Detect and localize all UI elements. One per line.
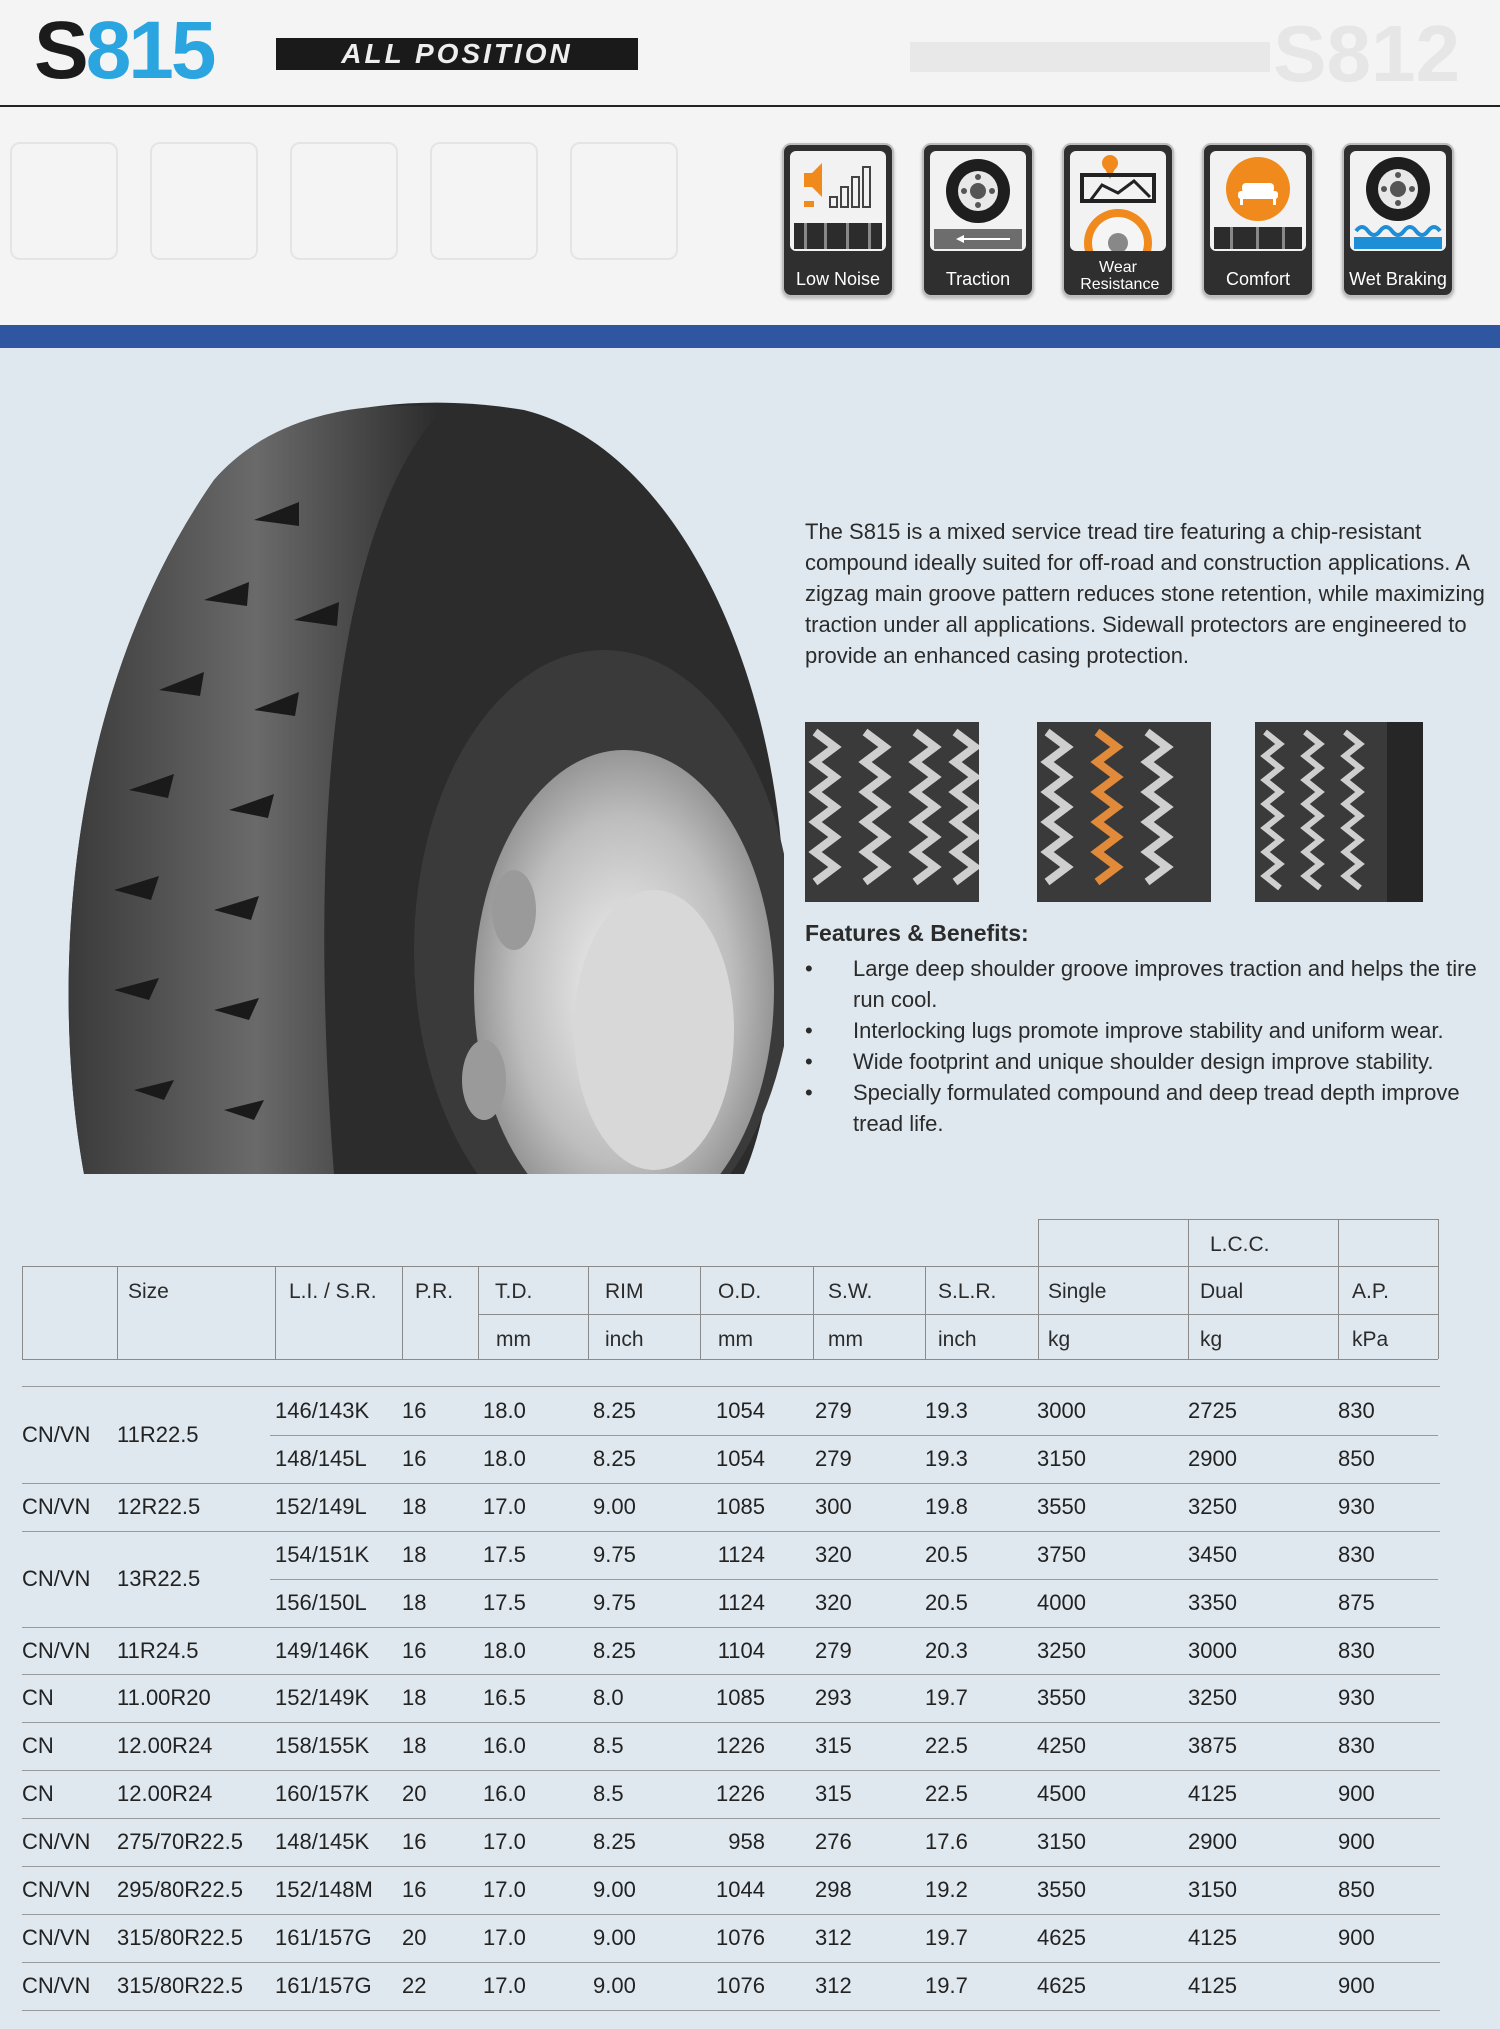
table-cell: 9.00 [593,1924,636,1950]
table-rule [700,1266,701,1359]
origin-cell: CN/VN [22,1565,91,1591]
blue-divider [0,325,1500,348]
table-cell: 1124 [717,1541,765,1567]
table-cell: 3250 [1037,1637,1086,1663]
table-cell: 900 [1338,1924,1375,1950]
table-cell: 279 [815,1445,852,1471]
table-cell: 18 [402,1589,427,1615]
column-unit: inch [605,1328,644,1351]
table-cell: 19.2 [925,1877,968,1902]
table-cell: 930 [1338,1493,1375,1519]
table-cell: 3350 [1188,1589,1237,1615]
size-cell: 315/80R22.5 [117,1924,243,1950]
origin-cell: CN/VN [22,1829,91,1855]
table-cell: 160/157K [275,1781,370,1807]
table-cell: 8.0 [593,1685,624,1711]
table-cell: 161/157G [275,1924,372,1950]
table-cell: 1124 [717,1589,765,1615]
table-rule [813,1266,814,1359]
size-cell: 12R22.5 [117,1493,201,1519]
traction-icon [930,151,1026,251]
table-cell: 16.0 [483,1781,526,1807]
table-cell: 8.25 [593,1637,636,1663]
table-cell: 16.0 [483,1733,526,1759]
ghost-icon [10,142,118,260]
origin-cell: CN/VN [22,1421,91,1447]
table-cell: 152/149L [275,1493,367,1519]
size-cell: 12.00R24 [117,1733,213,1759]
table-cell: 1054 [716,1398,765,1423]
table-cell: 19.8 [925,1493,968,1519]
table-cell: 17.0 [483,1924,526,1950]
origin-cell: CN/VN [22,1877,91,1902]
feature-traction [922,143,1034,297]
origin-cell: CN/VN [22,1493,91,1519]
column-header: RIM [605,1280,644,1303]
table-cell: 19.3 [925,1398,968,1423]
column-header: L.I. / S.R. [289,1280,377,1303]
table-cell: 152/148M [275,1877,373,1902]
wear-resistance-icon [1070,151,1166,251]
table-cell: 1044 [716,1877,765,1902]
benefit-text: Large deep shoulder groove improves traction and helps the tire run cool. [853,956,1477,1012]
table-cell: 315 [815,1733,852,1759]
table-cell: 930 [1338,1685,1375,1711]
table-cell: 4000 [1037,1589,1086,1615]
table-cell: 830 [1338,1398,1375,1423]
table-cell: 146/143K [275,1398,370,1423]
column-unit: inch [938,1328,977,1351]
table-cell: 3875 [1188,1733,1237,1759]
table-cell: 2725 [1188,1398,1237,1423]
table-cell: 19.7 [925,1972,968,1998]
column-unit: kg [1048,1328,1071,1351]
list-item: • Interlocking lugs promote improve stability and uniform wear. [805,1018,1444,1043]
ghost-model-text: S812 [1273,9,1460,98]
table-cell: 312 [815,1972,852,1998]
table-cell: 276 [815,1829,852,1855]
table-cell: 1104 [717,1637,765,1663]
table-cell: 3250 [1188,1685,1237,1711]
size-cell: 11R22.5 [117,1421,199,1447]
wet-braking-icon [1350,151,1446,251]
ghost-icon [150,142,258,260]
table-rule [22,1627,1440,1628]
table-cell: 320 [815,1589,852,1615]
feature-label: Wear Resistance [1080,259,1160,293]
table-cell: 18 [402,1541,427,1567]
table-cell: 20 [402,1924,427,1950]
table-rule [22,1962,1440,1963]
table-rule [22,1531,1440,1532]
table-cell: 3000 [1037,1398,1086,1423]
table-rule [402,1266,403,1359]
table-cell: 17.5 [483,1541,526,1567]
table-cell: 20.5 [925,1589,968,1615]
table-cell: 4500 [1037,1781,1086,1807]
benefits-list [805,953,1500,1139]
table-cell: 958 [728,1829,765,1855]
origin-cell: CN [22,1733,54,1759]
table-rule [22,1386,1440,1387]
table-rule [925,1266,926,1359]
table-cell: 156/150L [275,1589,367,1615]
table-cell: 900 [1338,1972,1375,1998]
table-rule [22,1914,1440,1915]
table-cell: 4125 [1188,1924,1237,1950]
table-cell: 312 [815,1924,852,1950]
column-header: Dual [1200,1280,1244,1303]
table-cell: 9.00 [593,1493,636,1519]
size-cell: 11R24.5 [117,1637,199,1663]
table-cell: 3150 [1037,1445,1086,1471]
feature-wet-braking [1342,143,1454,297]
table-cell: 149/146K [275,1637,370,1663]
feature-wear-resistance [1062,143,1174,297]
table-cell: 900 [1338,1829,1375,1855]
list-item: • Large deep shoulder groove improves traction and helps the tire run cool. [805,956,1477,1012]
table-cell: 900 [1338,1781,1375,1807]
table-rule [22,1674,1440,1675]
table-cell: 16 [402,1829,427,1855]
table-rule [478,1266,479,1359]
table-cell: 16 [402,1445,427,1471]
list-item: • Specially formulated compound and deep tread depth improve tread life. [805,1080,1460,1136]
column-unit: kg [1200,1328,1223,1351]
header-divider [0,105,1500,107]
table-cell: 19.3 [925,1445,968,1471]
size-cell: 13R22.5 [117,1565,201,1591]
table-cell: 152/149K [275,1685,370,1711]
column-unit: mm [828,1328,863,1351]
table-cell: 2900 [1188,1829,1237,1855]
list-item: • Wide footprint and unique shoulder design improve stability. [805,1049,1434,1074]
tread-thumbnail [805,722,979,902]
table-cell: 18 [402,1733,427,1759]
size-cell: 12.00R24 [117,1781,213,1807]
table-cell: 3150 [1037,1829,1086,1855]
model-prefix: S [34,5,86,96]
table-rule [22,1818,1440,1819]
table-cell: 20.5 [925,1541,968,1567]
table-cell: 320 [815,1541,852,1567]
table-rule [1038,1219,1438,1220]
origin-cell: CN/VN [22,1972,91,1998]
table-rule [1188,1219,1189,1359]
table-cell: 2900 [1188,1445,1237,1471]
column-header: T.D. [495,1280,533,1303]
table-cell: 3750 [1037,1541,1086,1567]
column-header: L.C.C. [1210,1233,1270,1256]
table-rule [275,1266,276,1359]
column-header: O.D. [718,1280,762,1303]
table-cell: 875 [1338,1589,1375,1615]
size-cell: 11.00R20 [117,1685,211,1711]
ghost-header-bar [910,42,1270,72]
tread-thumbnail-highlight [1037,722,1211,902]
table-cell: 1085 [716,1493,765,1519]
size-cell: 275/70R22.5 [117,1829,243,1855]
column-unit: kPa [1352,1328,1389,1351]
table-cell: 9.00 [593,1972,636,1998]
table-rule [478,1314,1438,1315]
table-cell: 8.25 [593,1445,636,1471]
table-cell: 4125 [1188,1781,1237,1807]
table-cell: 850 [1338,1877,1375,1902]
column-header: S.L.R. [938,1280,997,1303]
origin-cell: CN/VN [22,1637,91,1663]
table-cell: 148/145K [275,1829,370,1855]
benefit-text: Interlocking lugs promote improve stability and uniform wear. [853,1018,1444,1043]
table-rule [22,1866,1440,1867]
feature-label: Comfort [1225,269,1290,289]
table-cell: 830 [1338,1637,1375,1663]
column-unit: mm [718,1328,753,1351]
table-cell: 3450 [1188,1541,1237,1567]
table-cell: 19.7 [925,1924,968,1950]
table-rule [270,1579,1438,1580]
table-rule [117,1266,118,1359]
table-cell: 3550 [1037,1877,1086,1902]
feature-label: Traction [945,269,1011,289]
table-cell: 3000 [1188,1637,1237,1663]
table-rule [588,1266,589,1359]
comfort-icon [1210,151,1306,251]
table-rule [22,1359,1438,1360]
table-rule [22,1266,23,1359]
column-header: S.W. [828,1280,873,1303]
table-cell: 3250 [1188,1493,1237,1519]
table-cell: 298 [815,1877,852,1902]
table-cell: 9.75 [593,1589,636,1615]
table-rule [270,1435,1438,1436]
feature-label: Wet Braking [1349,269,1447,289]
table-cell: 18 [402,1493,427,1519]
ghost-icon [570,142,678,260]
table-cell: 1085 [716,1685,765,1711]
table-cell: 3150 [1188,1877,1237,1902]
table-cell: 4125 [1188,1972,1237,1998]
benefit-text: Specially formulated compound and deep tread depth improve tread life. [853,1080,1460,1136]
table-cell: 4625 [1037,1924,1086,1950]
low-noise-icon [790,151,886,251]
table-cell: 16.5 [483,1685,526,1711]
column-header: A.P. [1352,1280,1389,1303]
table-rule [22,1770,1440,1771]
feature-comfort [1202,143,1314,297]
table-cell: 154/151K [275,1541,370,1567]
table-cell: 1076 [716,1924,765,1950]
table-cell: 8.5 [593,1781,624,1807]
table-cell: 1226 [716,1781,765,1807]
table-cell: 18.0 [483,1637,526,1663]
table-cell: 18.0 [483,1445,526,1471]
table-cell: 279 [815,1637,852,1663]
table-cell: 3550 [1037,1685,1086,1711]
table-cell: 161/157G [275,1972,372,1998]
feature-label: Low Noise [795,269,881,289]
model-number: 815 [85,5,214,96]
table-rule [22,1483,1440,1484]
size-cell: 295/80R22.5 [117,1877,243,1902]
table-cell: 293 [815,1685,852,1711]
table-rule [22,1266,1438,1267]
origin-cell: CN [22,1685,54,1711]
table-cell: 17.0 [483,1972,526,1998]
table-rule [1338,1219,1339,1359]
table-cell: 17.0 [483,1877,526,1902]
table-cell: 18 [402,1685,427,1711]
benefit-text: Wide footprint and unique shoulder design improve stability. [853,1049,1434,1074]
table-cell: 19.7 [925,1685,968,1711]
table-cell: 1076 [716,1972,765,1998]
table-rule [22,1722,1440,1723]
table-cell: 148/145L [275,1445,367,1471]
tire-image [44,390,784,1174]
table-cell: 315 [815,1781,852,1807]
size-cell: 315/80R22.5 [117,1972,243,1998]
table-cell: 8.5 [593,1733,624,1759]
table-rule [1038,1219,1039,1359]
table-cell: 850 [1338,1445,1375,1471]
table-cell: 16 [402,1637,427,1663]
table-cell: 16 [402,1398,427,1423]
table-cell: 1226 [716,1733,765,1759]
table-cell: 22.5 [925,1781,968,1807]
origin-cell: CN [22,1781,54,1807]
table-cell: 158/155K [275,1733,370,1759]
column-unit: mm [496,1328,531,1351]
ghost-icon [290,142,398,260]
table-cell: 3550 [1037,1493,1086,1519]
table-cell: 22.5 [925,1733,968,1759]
table-cell: 17.6 [925,1829,968,1855]
table-cell: 9.00 [593,1877,636,1902]
table-cell: 9.75 [593,1541,636,1567]
table-cell: 279 [815,1398,852,1423]
table-cell: 17.5 [483,1589,526,1615]
table-cell: 4250 [1037,1733,1086,1759]
tread-thumbnail-side [1255,722,1423,902]
table-cell: 17.0 [483,1829,526,1855]
benefits-title: Features & Benefits: [805,920,1029,946]
table-cell: 4625 [1037,1972,1086,1998]
table-cell: 300 [815,1493,852,1519]
table-cell: 830 [1338,1733,1375,1759]
table-cell: 18.0 [483,1398,526,1423]
table-cell: 1054 [716,1445,765,1471]
column-header: P.R. [415,1280,454,1303]
table-cell: 20 [402,1781,427,1807]
table-rule [22,2010,1440,2011]
column-header: Single [1048,1280,1107,1303]
table-cell: 830 [1338,1541,1375,1567]
position-badge: ALL POSITION [276,38,638,70]
table-cell: 16 [402,1877,427,1902]
ghost-icon [430,142,538,260]
table-rule [1438,1219,1439,1359]
model-title [34,6,214,96]
product-description: The S815 is a mixed service tread tire featuring a chip-resistant compound ideally suited for off-road and construction applications. A zigzag main groove pattern reduces stone retention, while maximizing traction under all applications. Sidewall protectors are engineered to provide an enhanced casing protection. [805,519,1485,668]
table-cell: 8.25 [593,1398,636,1423]
table-cell: 20.3 [925,1637,968,1663]
table-cell: 22 [402,1972,427,1998]
table-cell: 17.0 [483,1493,526,1519]
origin-cell: CN/VN [22,1924,91,1950]
feature-low-noise [782,143,894,297]
column-header: Size [128,1280,169,1303]
table-cell: 8.25 [593,1829,636,1855]
